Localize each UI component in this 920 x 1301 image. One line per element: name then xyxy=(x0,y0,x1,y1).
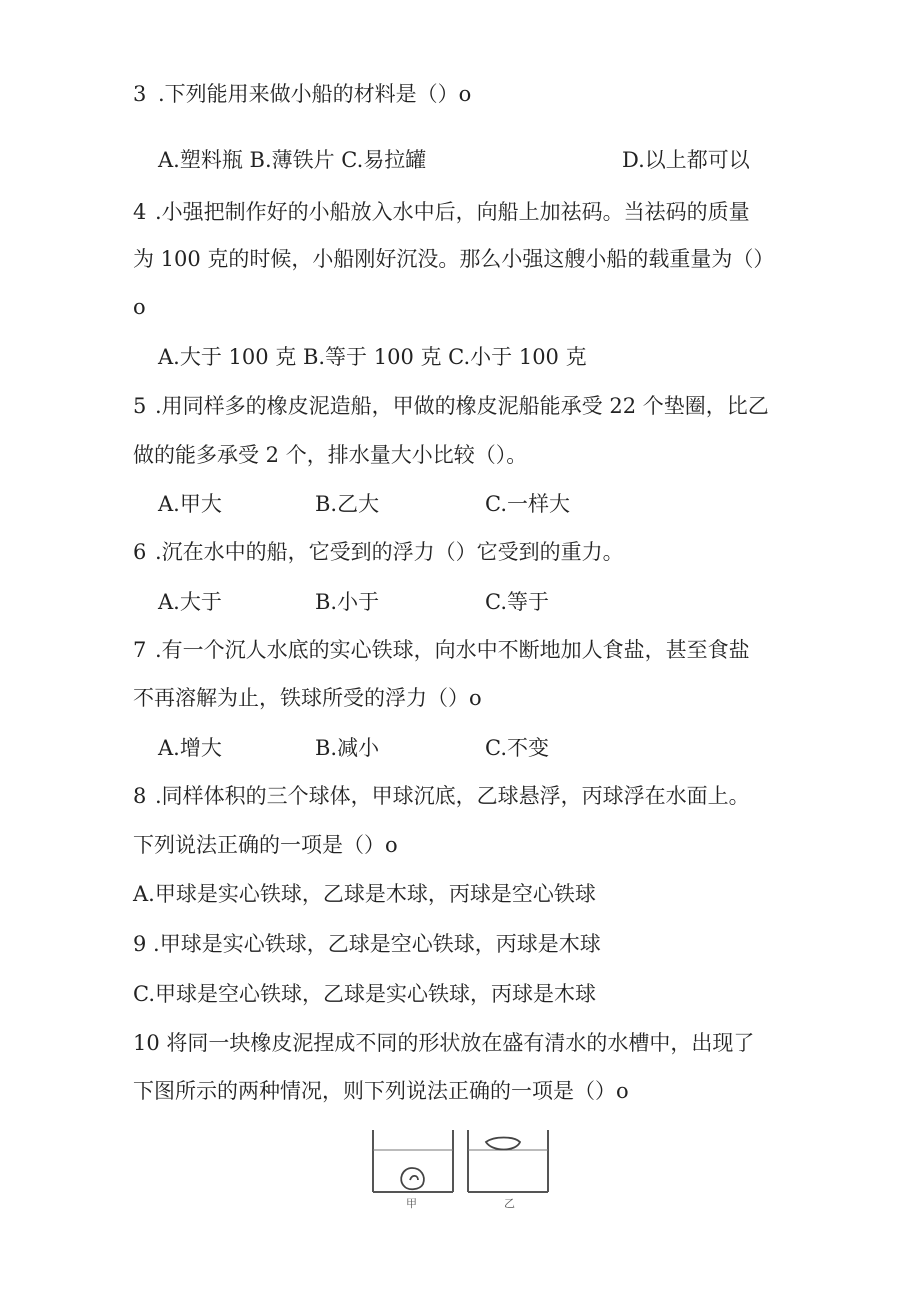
q5-option-b: B.乙大 xyxy=(315,492,380,516)
q3-stem-line-1: .下列能用来做小船的材料是（）o xyxy=(158,82,472,106)
q6-option-a: A.大于 xyxy=(158,590,222,614)
tank-jia xyxy=(373,1130,453,1192)
clay-boat-floating xyxy=(486,1138,520,1150)
q8-stem-line-1: .同样体积的三个球体，甲球沉底，乙球悬浮，丙球浮在水面上。 xyxy=(155,784,750,808)
q5-option-c: C.一样大 xyxy=(485,492,570,516)
q4-stem-line-2: 为 100 克的时候，小船刚好沉没。那么小强这艘小船的载重量为（） xyxy=(133,247,775,271)
q7-stem-line-2: 不再溶解为止，铁球所受的浮力（）o xyxy=(133,686,482,710)
q7-number: 7 xyxy=(133,638,147,662)
q5-number: 5 xyxy=(133,394,147,418)
q5-option-a: A.甲大 xyxy=(158,492,222,516)
q6-option-c: C.等于 xyxy=(485,590,549,614)
q4-stem-line-3: o xyxy=(133,295,146,319)
q4-stem-line-1: .小强把制作好的小船放入水中后，向船上加祛码。当祛码的质量 xyxy=(155,200,750,224)
q10-stem-line-1: 10 将同一块橡皮泥捏成不同的形状放在盛有清水的水槽中，出现了 xyxy=(133,1031,755,1055)
figure-label-yi: 乙 xyxy=(504,1197,515,1210)
q8-stem-line-2: 下列说法正确的一项是（）o xyxy=(133,833,398,857)
q3-option-d: D.以上都可以 xyxy=(622,148,750,172)
figure-label-jia: 甲 xyxy=(406,1197,417,1210)
q8-option-b: 9 .甲球是实心铁球，乙球是空心铁球，丙球是木球 xyxy=(133,932,601,956)
q10-stem-line-2: 下图所示的两种情况，则下列说法正确的一项是（）o xyxy=(133,1079,629,1103)
q7-option-c: C.不变 xyxy=(485,736,549,760)
q5-stem-line-1: .用同样多的橡皮泥造船，甲做的橡皮泥船能承受 22 个垫圈，比乙 xyxy=(155,394,769,418)
q10-figure xyxy=(368,1128,554,1210)
clay-ball-sunk xyxy=(401,1168,424,1189)
q7-option-a: A.增大 xyxy=(158,736,222,760)
q7-stem-line-1: .有一个沉人水底的实心铁球，向水中不断地加人食盐，甚至食盐 xyxy=(155,638,750,662)
q4-number: 4 xyxy=(133,200,147,224)
q6-stem-line-1: .沉在水中的船，它受到的浮力（）它受到的重力。 xyxy=(155,540,624,564)
q8-number: 8 xyxy=(133,784,147,808)
q8-option-a: A.甲球是实心铁球，乙球是木球，丙球是空心铁球 xyxy=(133,882,596,906)
q5-stem-line-2: 做的能多承受 2 个，排水量大小比较（）。 xyxy=(133,443,528,467)
q6-option-b: B.小于 xyxy=(315,590,380,614)
tank-yi xyxy=(468,1130,548,1192)
q3-number: 3 xyxy=(133,82,147,106)
q7-option-b: B.减小 xyxy=(315,736,380,760)
q8-option-c: C.甲球是空心铁球，乙球是实心铁球，丙球是木球 xyxy=(133,982,596,1006)
q4-options: A.大于 100 克 B.等于 100 克 C.小于 100 克 xyxy=(158,345,587,369)
q6-number: 6 xyxy=(133,540,147,564)
q3-option-abc: A.塑料瓶 B.薄铁片 C.易拉罐 xyxy=(158,148,427,172)
